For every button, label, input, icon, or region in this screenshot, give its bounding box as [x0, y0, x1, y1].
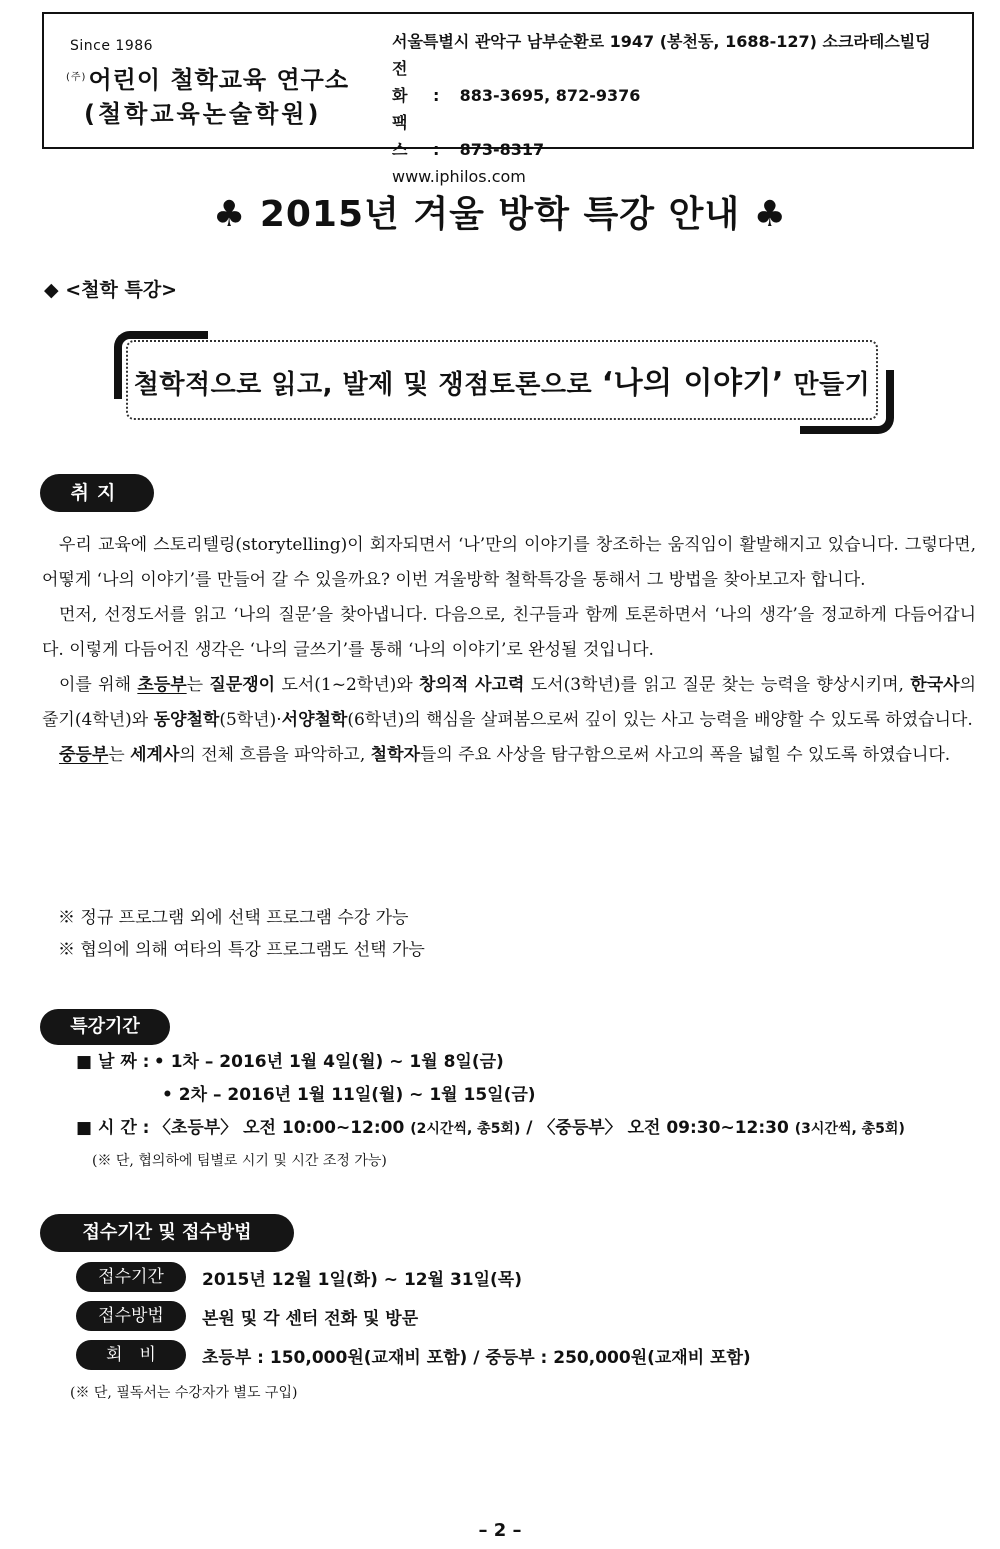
section-label-registration: 접수기간 및 접수방법 — [40, 1214, 294, 1252]
fax-number: 873-8317 — [459, 140, 545, 159]
note-item: ※ 협의에 의해 여타의 특강 프로그램도 선택 가능 — [58, 940, 425, 960]
time-row — [76, 1112, 905, 1146]
date-row — [76, 1046, 905, 1079]
subject-heading: ◆ <철학 특강> — [44, 279, 178, 301]
registration-row — [76, 1301, 976, 1333]
date-row — [76, 1079, 905, 1112]
org-subtitle: (철학교육논술학원) — [84, 100, 322, 128]
section-label-period: 특강기간 — [40, 1009, 170, 1045]
purpose-paragraph: 우리 교육에 스토리텔링(storytelling)이 회자되면서 ‘나’만의 이야기를 창조하는 움직임이 활발해지고 있습니다. 그렇다면, 어떻게 ‘나의 이야기’를 만들어 갈 수 있을까요? 이번 겨울방학 철학특강을 통해서 그 방법을 찾아보고자 합니다. — [42, 535, 976, 590]
time-middle: 〈중등부〉 오전 09:30~12:30 — [538, 1118, 789, 1138]
date-first: • 1차 – 2016년 1월 4일(월) ~ 1월 8일(금) — [153, 1052, 504, 1072]
registration-label: 접수방법 — [76, 1301, 186, 1331]
page-title: ♣ 2015년 겨울 방학 특강 안내 ♣ — [213, 194, 787, 235]
header-box — [42, 12, 974, 186]
registration-value: 본원 및 각 센터 전화 및 방문 — [202, 1309, 419, 1329]
org-name-text: 어린이 철학교육 연구소 — [88, 66, 350, 94]
registration-label: 접수기간 — [76, 1262, 186, 1292]
theme-suffix: 만들기 — [783, 370, 871, 400]
date-second: • 2차 – 2016년 1월 11일(월) ~ 1월 15일(금) — [162, 1085, 536, 1105]
time-label: ■ 시 간 : — [76, 1118, 150, 1138]
period-note: (※ 단, 협의하에 팀별로 시기 및 시간 조정 가능) — [92, 1153, 387, 1169]
fax-label: 팩 스 : — [392, 113, 450, 159]
time-elementary-detail: (2시간씩, 총5회) — [410, 1121, 521, 1137]
registration-value: 2015년 12월 1일(화) ~ 12월 31일(목) — [202, 1270, 522, 1290]
theme-text — [126, 358, 878, 402]
address: 서울특별시 관악구 남부순환로 1947 (봉천동, 1688-127) 소크라테스빌딩 — [392, 32, 931, 51]
purpose-paragraph: 중등부는 세계사의 전체 흐름을 파악하고, 철학자들의 주요 사상을 탐구함으로써 사고의 폭을 넓힐 수 있도록 하였습니다. — [59, 745, 951, 765]
time-middle-detail: (3시간씩, 총5회) — [794, 1121, 905, 1137]
corp-mark: (주) — [66, 72, 87, 83]
time-separator: / — [520, 1118, 539, 1138]
org-name — [66, 60, 349, 95]
page-number: – 2 – — [478, 1520, 522, 1541]
theme-highlight: ‘나의 이야기’ — [601, 366, 784, 401]
registration-row — [76, 1340, 976, 1372]
phone-line — [392, 55, 931, 109]
time-elementary: 〈초등부〉 오전 10:00~12:00 — [153, 1118, 405, 1138]
fax-line — [392, 109, 931, 163]
phone-label: 전 화 : — [392, 59, 450, 105]
registration-row — [76, 1262, 976, 1294]
website-link[interactable]: www.iphilos.com — [392, 167, 526, 186]
registration-note: (※ 단, 필독서는 수강자가 별도 구입) — [70, 1385, 298, 1401]
date-label: ■ 날 짜 : — [76, 1052, 150, 1072]
note-item: ※ 정규 프로그램 외에 선택 프로그램 수강 가능 — [58, 908, 409, 928]
period-details — [76, 1046, 905, 1146]
purpose-paragraph: 이를 위해 초등부는 질문쟁이 도서(1~2학년)와 창의적 사고력 도서(3학년)를 읽고 질문 찾는 능력을 향상시키며, 한국사의 줄기(4학년)와 동양철학(5학년)·서양철학(6학년)의 핵심을 살펴봄으로써 깊이 있는 사고 능력을 배양할 수 있도록 하였습니다. — [42, 675, 976, 730]
purpose-notes — [58, 902, 425, 966]
phone-number: 883-3695, 872-9376 — [459, 86, 641, 105]
registration-value: 초등부 : 150,000원(교재비 포함) / 중등부 : 250,000원(교재비 포함) — [202, 1348, 751, 1368]
purpose-paragraph: 먼저, 선정도서를 읽고 ‘나의 질문’을 찾아냅니다. 다음으로, 친구들과 함께 토론하면서 ‘나의 생각’을 정교하게 다듬어갑니다. 이렇게 다듬어진 생각은 ‘나의 글쓰기’를 통해 ‘나의 이야기’로 완성될 것입니다. — [42, 605, 976, 660]
since-label: Since 1986 — [70, 38, 154, 54]
registration-label: 회 비 — [76, 1340, 186, 1370]
theme-prefix: 철학적으로 읽고, 발제 및 쟁점토론으로 — [133, 370, 602, 400]
section-label-purpose: 취지 — [40, 474, 154, 512]
contact-info — [392, 28, 931, 190]
purpose-body — [42, 528, 976, 773]
